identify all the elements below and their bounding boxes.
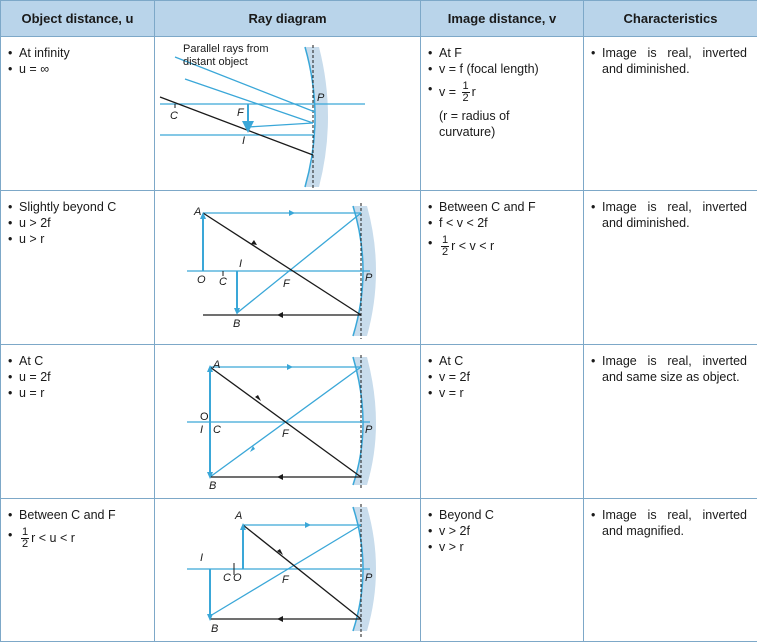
ray-diagram-infinity [155,37,421,190]
ray-diagram-cell [155,345,421,499]
fraction [441,235,449,258]
list-item: • v > 2f [425,523,583,539]
header-characteristics: Characteristics [584,1,757,37]
label-p: P [365,272,373,284]
label-i: I [242,135,245,147]
label-c: C [223,572,231,584]
label-o: O [233,572,242,584]
label-o: O [197,274,206,286]
list-item: • u = 2f [5,369,154,385]
header-ray-diagram: Ray diagram [155,1,421,37]
note-text: (r = radius of [425,108,583,124]
list-item: • Beyond C [425,507,583,523]
list-item: • v = f (focal length) [425,61,583,77]
list-item: • Image is real, inverted and same size as object. [588,353,747,385]
list-item: • Image is real, inverted and diminished. [588,199,747,231]
label-p: P [317,92,325,104]
characteristics-cell [584,37,757,191]
label-p: P [365,572,373,584]
list-item: • v = r [425,385,583,401]
list-item [425,81,583,104]
table-row [1,345,757,499]
table-row [1,191,757,345]
list-item: • u = r [5,385,154,401]
label-c: C [213,424,221,436]
ray-diagram-cell [155,191,421,345]
list-item: • Between C and F [425,199,583,215]
object-distance-cell [1,37,155,191]
fraction-numerator: • 1 [441,235,449,247]
label-b: B [233,318,240,330]
label-f: F [237,107,245,119]
formula-text: r [472,85,476,99]
list-item: • Image is real, inverted and magnified. [588,507,747,539]
formula-text: r < v < r [451,239,494,253]
list-item: • v > r [425,539,583,555]
object-distance-cell [1,345,155,499]
fraction-numerator: • 1 [21,527,29,539]
ray-diagram-cell [155,499,421,642]
list-item: • Image is real, inverted and diminished. [588,45,747,77]
header-row [1,1,757,37]
fraction [462,81,470,104]
image-distance-cell [421,37,584,191]
label-i: I [239,258,242,270]
list-item: • f < v < 2f [425,215,583,231]
image-distance-cell [421,345,584,499]
fraction-denominator: 2 [462,93,470,104]
table-row [1,499,757,642]
label-p: P [365,424,373,436]
label-i: I [200,424,203,436]
ray-diagram-at-c [155,345,421,498]
header-object-distance: Object distance, u [1,1,155,37]
characteristics-cell [584,499,757,642]
label-c: C [170,110,178,122]
label-b: B [209,480,216,492]
list-item: • At C [5,353,154,369]
list-item [5,527,154,550]
label-f: F [282,428,290,440]
characteristics-cell [584,345,757,499]
list-item: • Slightly beyond C [5,199,154,215]
fraction [21,527,29,550]
ray-diagram-between-c-and-f [155,499,421,641]
label-o: O [200,411,209,423]
concave-mirror [353,357,376,485]
concave-mirror [305,47,328,187]
label-b: B [211,623,218,635]
image-distance-cell [421,191,584,345]
list-item [425,235,583,258]
note-text: curvature) [425,124,583,140]
ray-diagram-cell [155,37,421,191]
label-a: A [212,359,220,371]
list-item: • At F [425,45,583,61]
object-distance-cell [1,499,155,642]
formula-text: r < u < r [31,531,75,545]
label-f: F [282,574,290,586]
label-a: A [234,510,242,522]
formula-text: v = [439,85,460,99]
list-item: • u = ∞ [5,61,154,77]
fraction-denominator: 2 [21,539,29,550]
diagram-caption: distant object [183,56,248,68]
fraction-denominator: 2 [441,247,449,258]
list-item: • At C [425,353,583,369]
label-f: F [283,278,291,290]
fraction-numerator: 1 [462,81,470,93]
list-item: • u > r [5,231,154,247]
list-item: • v = 2f [425,369,583,385]
table-row [1,37,757,191]
object-distance-cell [1,191,155,345]
label-i: I [200,552,203,564]
header-image-distance: Image distance, v [421,1,584,37]
diagram-caption: Parallel rays from [183,43,269,55]
label-a: A [193,206,201,218]
ray-diagram-beyond-c [155,191,421,344]
characteristics-cell [584,191,757,345]
list-item: • Between C and F [5,507,154,523]
list-item: • u > 2f [5,215,154,231]
label-c: C [219,276,227,288]
list-item: • At infinity [5,45,154,61]
image-distance-cell [421,499,584,642]
